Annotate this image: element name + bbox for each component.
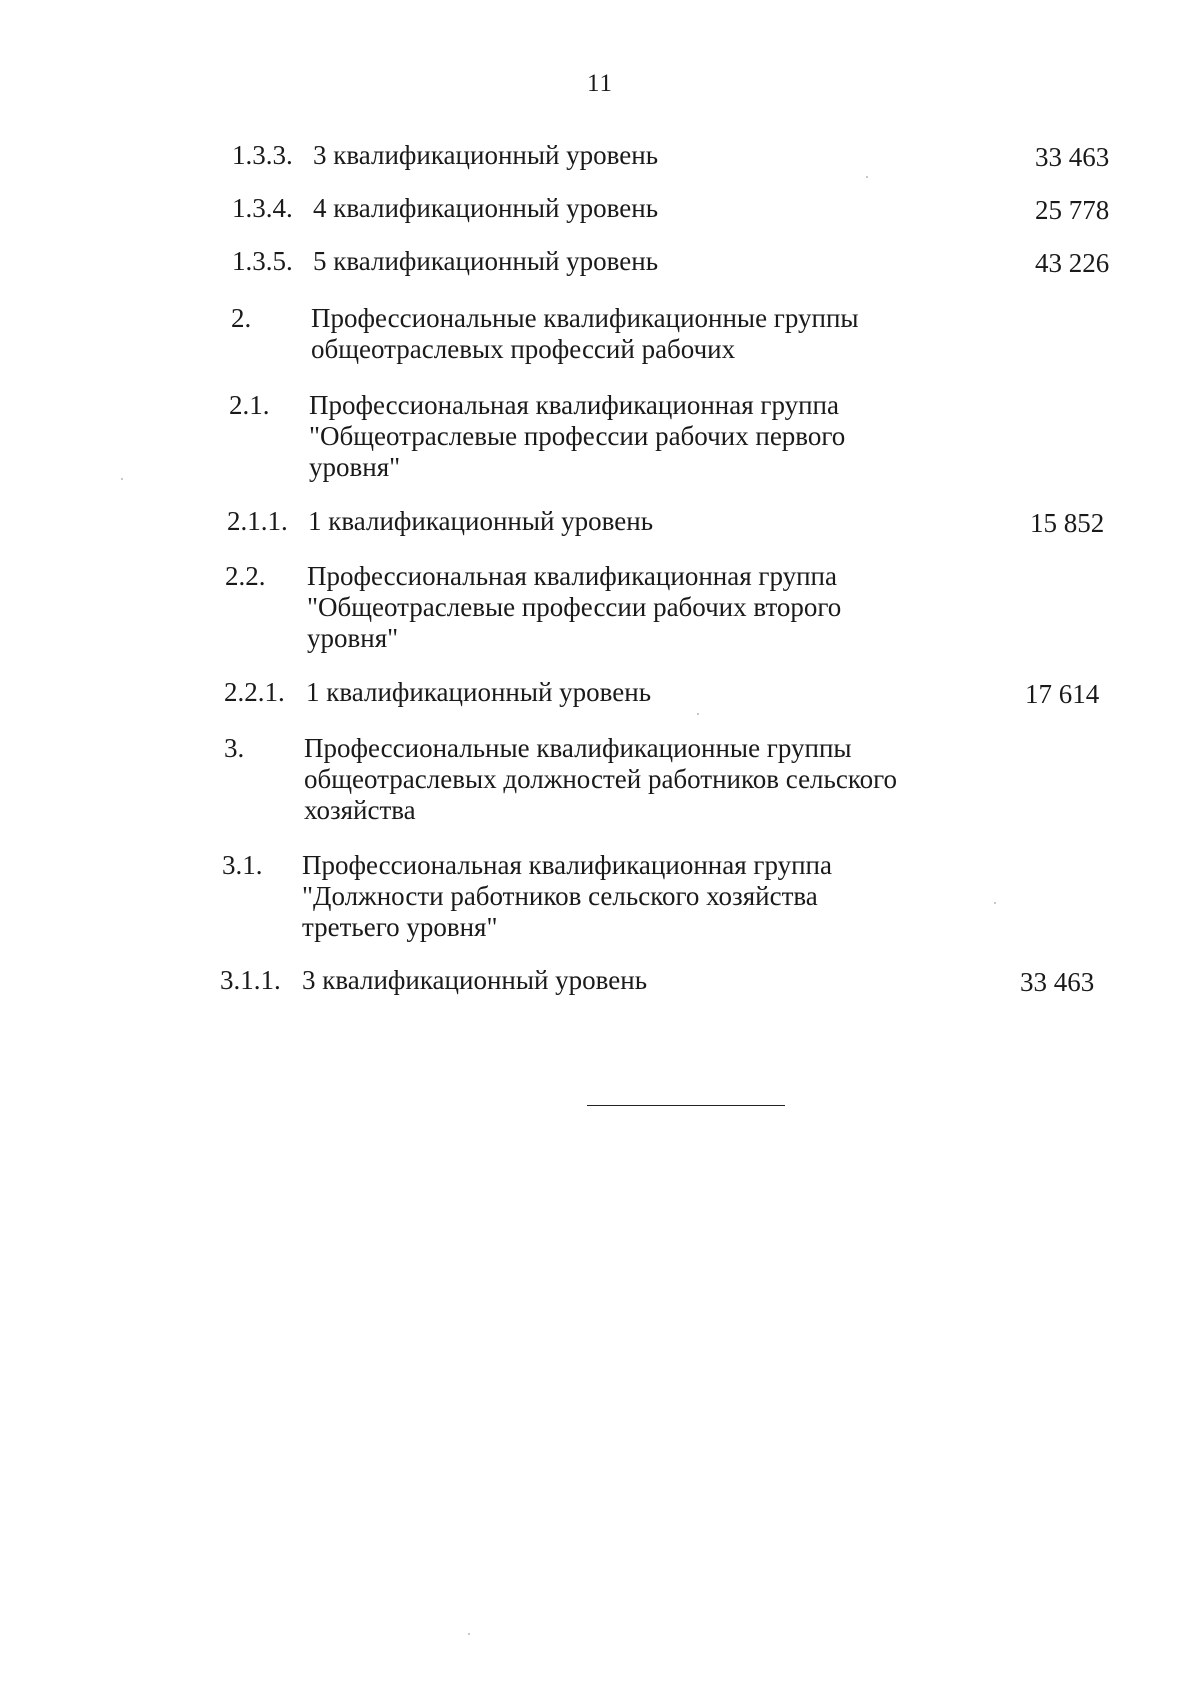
item-text-line: 1 квалификационный уровень [306, 677, 652, 707]
item-text-line: 4 квалификационный уровень [313, 193, 659, 223]
item-text [304, 733, 944, 826]
item-value: 33 463 [1035, 142, 1110, 172]
scan-speck [866, 176, 868, 178]
item-number: 2.1. [229, 390, 270, 420]
item-number: 2.2.1. [224, 677, 285, 707]
item-text-line: "Общеотраслевые профессии рабочих второго [307, 592, 842, 622]
item-text [313, 246, 953, 277]
scan-speck [697, 713, 699, 715]
scan-speck [994, 902, 996, 904]
item-number: 1.3.5. [232, 246, 293, 276]
item-number: 1.3.3. [232, 140, 293, 170]
item-text [307, 561, 947, 654]
item-text-line: уровня" [307, 623, 399, 653]
scan-speck [121, 478, 123, 480]
item-text [313, 193, 953, 224]
item-text-line: 3 квалификационный уровень [302, 965, 648, 995]
item-text-line: общеотраслевых профессий рабочих [311, 334, 736, 364]
item-value: 15 852 [1030, 508, 1105, 538]
item-text-line: "Общеотраслевые профессии рабочих первого [309, 421, 846, 451]
item-text [311, 303, 951, 365]
item-value: 43 226 [1035, 248, 1110, 278]
item-number: 3. [224, 733, 245, 763]
item-number: 1.3.4. [232, 193, 293, 223]
item-number: 3.1.1. [220, 965, 281, 995]
item-text [306, 677, 946, 708]
item-text-line: "Должности работников сельского хозяйства [302, 881, 818, 911]
item-text-line: третьего уровня" [302, 912, 498, 942]
item-number: 2.1.1. [227, 506, 288, 536]
item-number: 2.2. [225, 561, 266, 591]
item-value: 25 778 [1035, 195, 1110, 225]
item-text-line: 5 квалификационный уровень [313, 246, 659, 276]
item-value: 17 614 [1025, 679, 1100, 709]
item-value: 33 463 [1020, 967, 1095, 997]
item-text-line: уровня" [309, 452, 401, 482]
item-number: 3.1. [222, 850, 263, 880]
item-text-line: Профессиональная квалификационная группа [309, 390, 839, 420]
page-number: 11 [586, 70, 614, 97]
item-text [302, 850, 942, 943]
item-text-line: Профессиональные квалификационные группы [304, 733, 852, 763]
item-text [308, 506, 948, 537]
item-text-line: общеотраслевых должностей работников сельского [304, 764, 897, 794]
end-divider [587, 1105, 785, 1106]
item-text [309, 390, 949, 483]
item-text-line: 3 квалификационный уровень [313, 140, 659, 170]
item-text-line: Профессиональная квалификационная группа [307, 561, 837, 591]
item-number: 2. [231, 303, 252, 333]
scan-speck [468, 1633, 470, 1635]
item-text [313, 140, 953, 171]
item-text [302, 965, 942, 996]
item-text-line: Профессиональная квалификационная группа [302, 850, 832, 880]
item-text-line: хозяйства [304, 795, 416, 825]
item-text-line: 1 квалификационный уровень [308, 506, 654, 536]
item-text-line: Профессиональные квалификационные группы [311, 303, 859, 333]
